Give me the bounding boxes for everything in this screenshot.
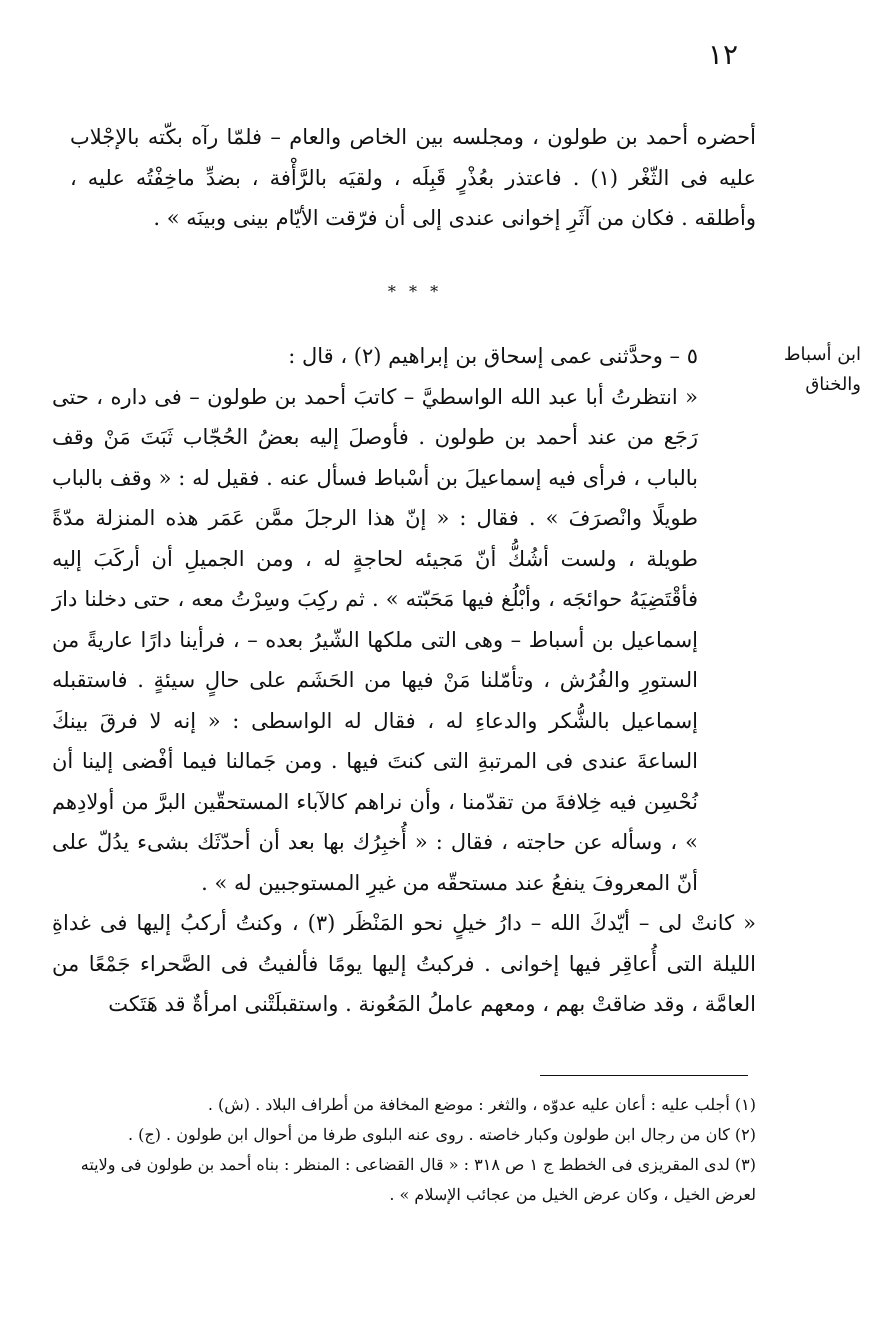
paragraph-2: « كانتْ لى – أيّدكَ الله – دارُ خيلٍ نحو المَنْظَر (٣) ، وكنتُ أركبُ إليها فى غداةِ الليلة التى أُعاقِر فيها إخوانى . فركبتُ إليها يومًا فألفيتُ فى الصَّحراء جَمْعًا من العامَّة ، وقد ضاقتْ بهم ، ومعهم عاملُ المَعُونة . واستقبلَتْنى امرأةٌ قد هَتَكت	[52, 911, 757, 1016]
margin-note: ابن أسباط والخناق	[783, 344, 861, 395]
footnote-3: (٣) لدى المقريزى فى الخطط ج ١ ص ٣١٨ : « قال القضاعى : المنظر : بناه أحمد بن طولون فى ولايته لعرض الخيل ، وكان عرض الخيل من عجائب الإسلام » .	[80, 1155, 756, 1204]
footnote-1: (١) أجلب عليه : أعان عليه عدوّه ، والثغر : موضع المخافة من أطراف البلاد . (ش) .	[207, 1095, 756, 1114]
footnotes	[50, 1090, 756, 1210]
section-intro: ٥ – وحدَّثنى عمى إسحاق بن إبراهيم (٢) ، قال :	[288, 344, 698, 368]
intro-paragraph: أحضره أحمد بن طولون ، ومجلسه بين الخاص والعام – فلمّا رآه بكّته بالإجْلاب عليه فى الثّغْر (١) . فاعتذر بعُذْرٍ قَبِلَه ، ولقيَه بالرَّأْفة ، بضدِّ ماخِفْتُه عليه ، وأطلقه . فكان من آثَرِ إخوانى عندى إلى أن فرّقت الأيّام بينى وبينَه » .	[70, 125, 756, 230]
paragraph-1: « انتظرتُ أبا عبد الله الواسطيَّ – كاتبَ أحمد بن طولون – فى داره ، حتى رَجَع من عند أحمد بن طولون . فأوصلَ إليه بعضُ الحُجّاب ثَبَتَ مَنْ وقف بالباب ، فرأى فيه إسماعيلَ بن أسْباط فسأل عنه . فقيل له : « وقف بالباب طويلًا وانْصرَفَ » . فقال : « إنّ هذا الرجلَ ممَّن عَمَر هذه المنزلة مدّةً طويلة ، ولست أشُكُّ أنّ مَجيئه لحاجةٍ له ، ومن الجميلِ أن أركَبَ إليه فأقْتَضِيَهُ حوائجَه ، وأبْلُغ فيها مَحَبّته » . ثم ركِبَ وسِرْتُ معه ، حتى دخلنا دارَ إسماعيل بن أسباط – وهى التى ملكها الشّيرُ بعده – ، فرأينا دارًا عاريةً من الستورِ والفُرُش ، وتأمّلنا مَنْ فيها من الحَشَم على حالٍ سيئةٍ . فاستقبله إسماعيل بالشُّكر والدعاءِ له ، فقال له الواسطى : « إنه لا فرقَ بينكَ الساعةَ عندى فى المرتبةِ التى كنتَ فيها . ومن جَمالنا فيما أفْضى إلينا أن نُحْسِن فيه خِلافةَ من تقدّمنا ، وأن نراهم كالآباء المستحقّين البرَّ من أولادِهم » ، وسأله عن حاجته ، فقال : « أُخبِرُك بها بعد أن أحدّثَك بشىء يدُلّ على أنّ المعروفَ ينفعُ عند مستحقّه من غيرِ المستوجبين له » .	[52, 384, 698, 895]
main-text	[52, 336, 756, 1025]
footnote-2: (٢) كان من رجال ابن طولون وكبار خاصته . روى عنه البلوى طرفا من أحوال ابن طولون . (ج) .	[127, 1125, 756, 1144]
page-number: ١٢	[707, 38, 738, 71]
footnote-divider	[540, 1075, 748, 1076]
section-separator: * * *	[387, 282, 443, 301]
